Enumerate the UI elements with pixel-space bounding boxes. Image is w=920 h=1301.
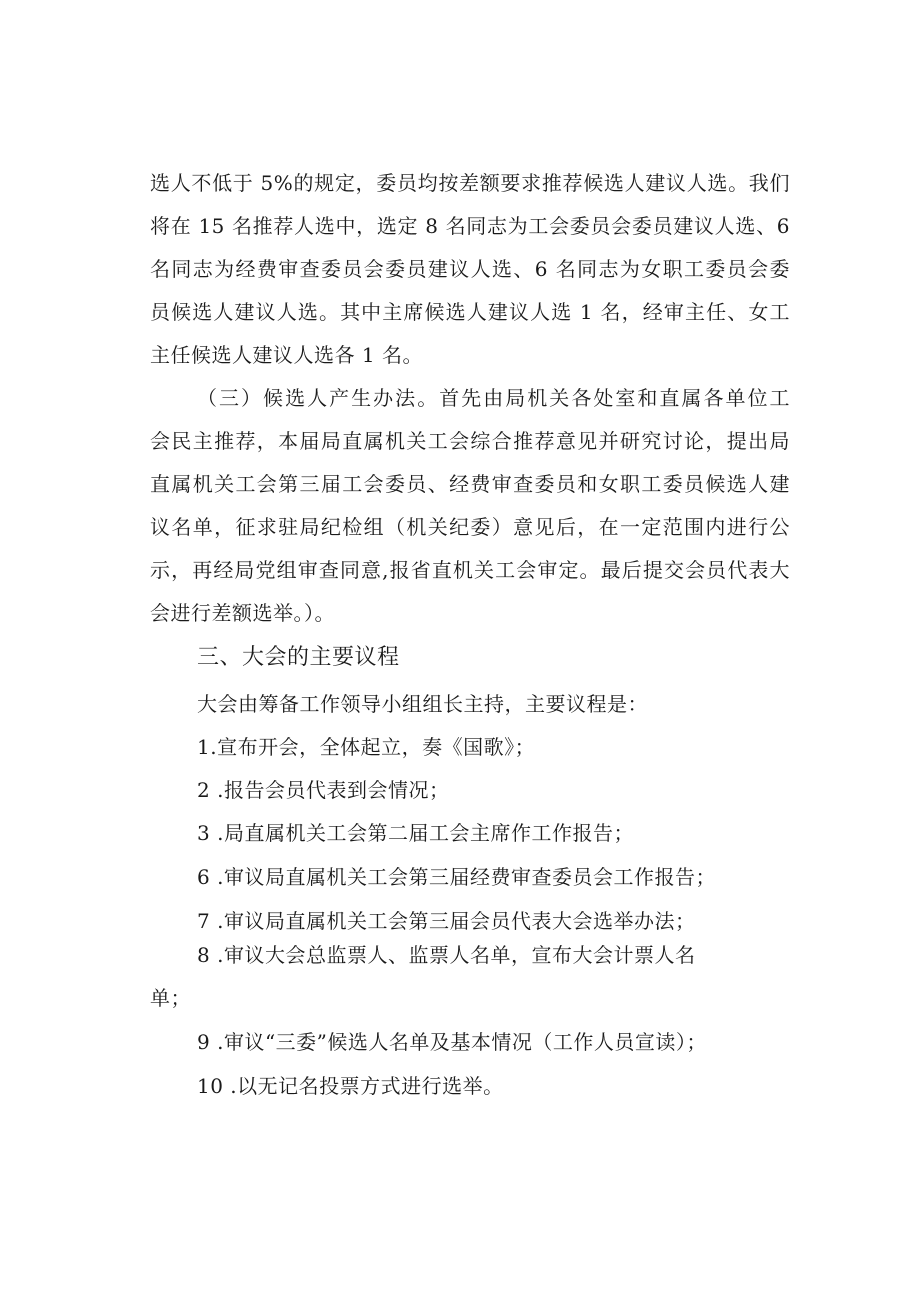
agenda-item-continuation: 单； (150, 986, 191, 1010)
section-heading: 三、大会的主要议程 (197, 645, 400, 670)
agenda-intro: 大会由筹备工作领导小组组长主持，主要议程是： (197, 692, 648, 716)
paragraph-2-line-4: 议名单，征求驻局纪检组（机关纪委）意见后，在一定范围内进行公 (150, 515, 790, 539)
agenda-item: 7 .审议局直属机关工会第三届会员代表大会选举办法； (197, 909, 696, 933)
agenda-item: 8 .审议大会总监票人、监票人名单，宣布大会计票人名 (197, 943, 696, 967)
paragraph-1-line-3: 名同志为经费审查委员会委员建议人选、6 名同志为女职工委员会委 (150, 257, 790, 281)
paragraph-2-line-2: 会民主推荐，本届局直属机关工会综合推荐意见并研究讨论，提出局 (150, 429, 790, 453)
paragraph-2-line-6: 会进行差额选举。）。 (150, 601, 335, 625)
agenda-item: 2 .报告会员代表到会情况； (197, 778, 450, 802)
paragraph-2-line-1: （三）候选人产生办法。首先由局机关各处室和直属各单位工 (197, 386, 790, 410)
agenda-item: 9 .审议“三委”候选人名单及基本情况（工作人员宣读）； (197, 1030, 707, 1054)
paragraph-2-line-3: 直属机关工会第三届工会委员、经费审查委员和女职工委员候选人建 (150, 472, 790, 496)
paragraph-1-line-2: 将在 15 名推荐人选中，选定 8 名同志为工会委员会委员建议人选、6 (150, 214, 790, 238)
paragraph-1-line-4: 员候选人建议人选。其中主席候选人建议人选 1 名，经审主任、女工 (150, 300, 790, 324)
paragraph-2-line-5: 示，再经局党组审查同意,报省直机关工会审定。最后提交会员代表大 (150, 558, 790, 582)
agenda-item: 1.宣布开会，全体起立，奏《国歌》； (197, 735, 536, 759)
agenda-item: 6 .审议局直属机关工会第三届经费审查委员会工作报告； (197, 865, 716, 889)
agenda-item: 3 .局直属机关工会第二届工会主席作工作报告； (197, 821, 634, 845)
paragraph-1-line-5: 主任候选人建议人选各 1 名。 (150, 343, 423, 367)
agenda-item: 10 .以无记名投票方式进行选举。 (197, 1074, 504, 1098)
paragraph-1-line-1: 选人不低于 5%的规定，委员均按差额要求推荐候选人建议人选。我们 (150, 171, 790, 195)
